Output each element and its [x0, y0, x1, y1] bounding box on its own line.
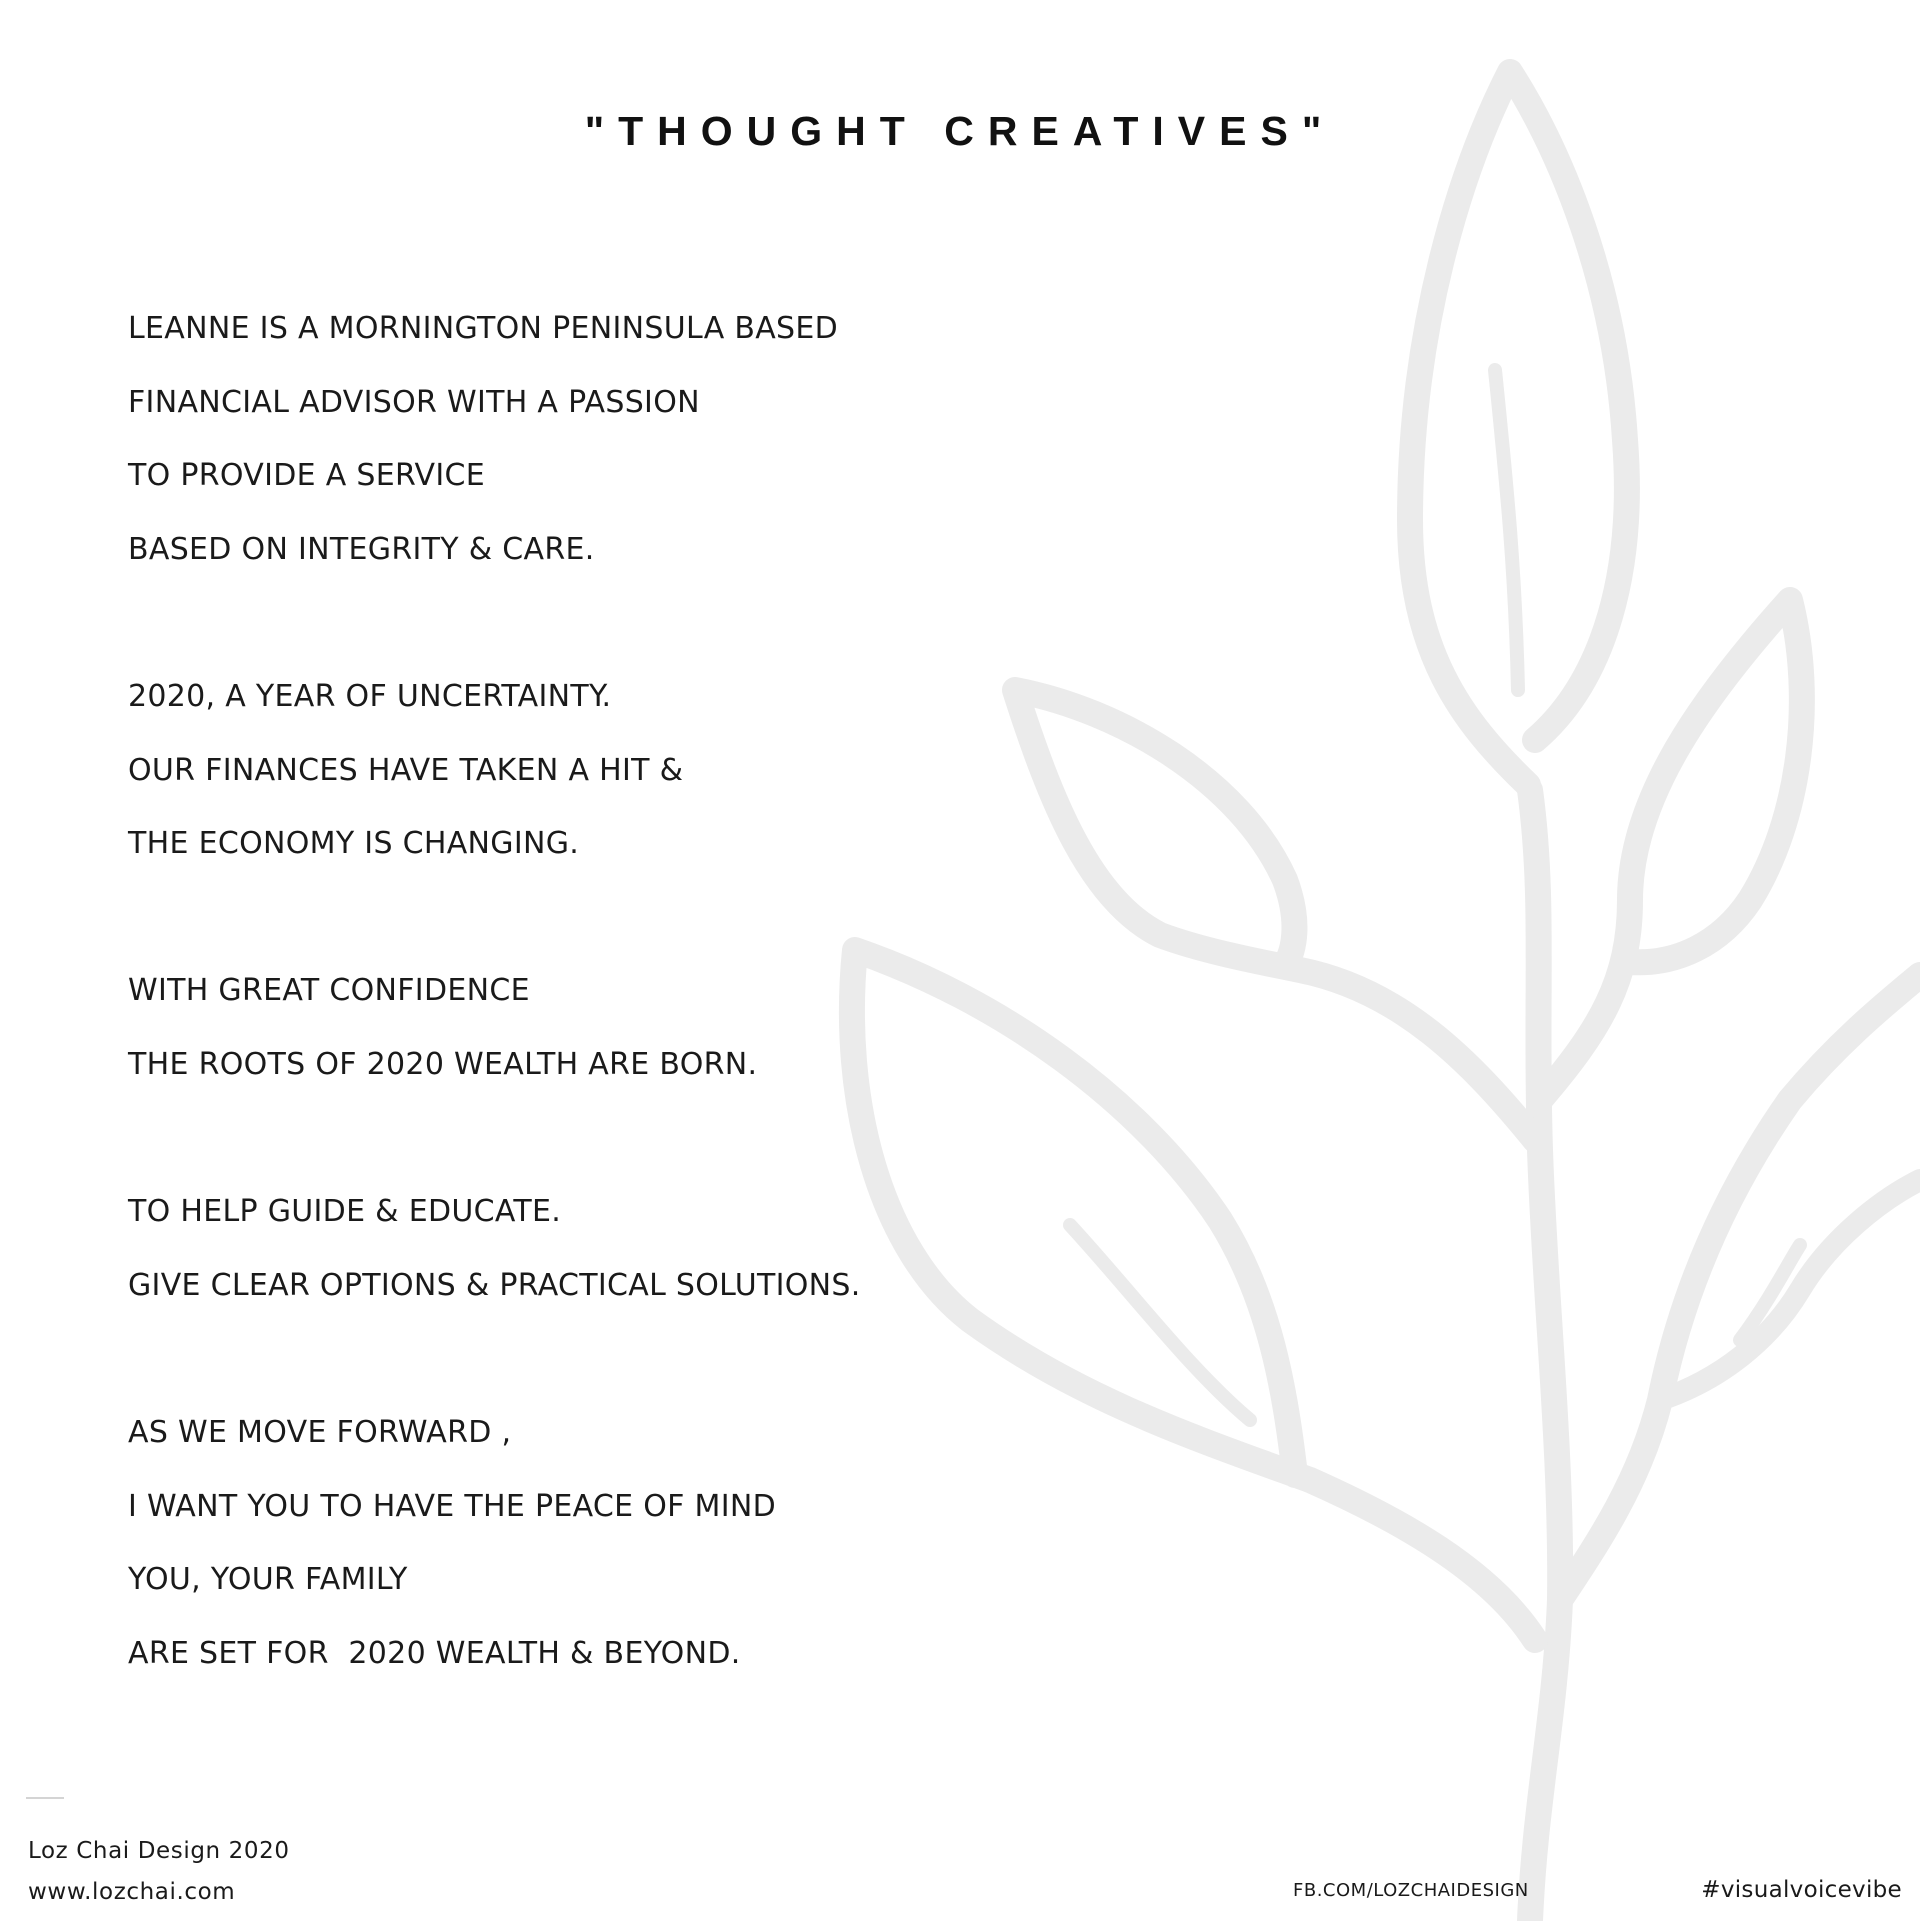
page-title: "THOUGHT CREATIVES"	[584, 108, 1336, 154]
text-line: TO HELP GUIDE & EDUCATE.	[128, 1194, 562, 1230]
text-line: YOU, YOUR FAMILY	[128, 1562, 408, 1598]
text-line: OUR FINANCES HAVE TAKEN A HIT &	[128, 752, 684, 788]
facebook-link[interactable]: FB.COM/LOZCHAIDESIGN	[1293, 1880, 1529, 1901]
stanza	[128, 954, 861, 1101]
hashtag: #visualvoicevibe	[1701, 1877, 1902, 1903]
stanza	[128, 1175, 861, 1322]
text-line: LEANNE IS A MORNINGTON PENINSULA BASED	[128, 311, 839, 346]
body-copy	[128, 292, 861, 1764]
text-line: ARE SET FOR 2020 WEALTH & BEYOND.	[128, 1635, 741, 1671]
text-line: THE ECONOMY IS CHANGING.	[128, 826, 580, 862]
text-line: TO PROVIDE A SERVICE	[128, 458, 485, 494]
text-line: AS WE MOVE FORWARD ,	[128, 1414, 512, 1450]
text-line: THE ROOTS OF 2020 WEALTH ARE BORN.	[128, 1046, 758, 1082]
stanza	[128, 292, 861, 586]
text-line: I WANT YOU TO HAVE THE PEACE OF MIND	[128, 1488, 777, 1524]
design-credit: Loz Chai Design 2020	[28, 1838, 290, 1864]
stanza	[128, 1396, 861, 1690]
text-line: GIVE CLEAR OPTIONS & PRACTICAL SOLUTIONS.	[128, 1267, 861, 1303]
divider	[26, 1797, 64, 1799]
text-line: WITH GREAT CONFIDENCE	[128, 973, 530, 1009]
website-link[interactable]: www.lozchai.com	[28, 1879, 236, 1905]
text-line: FINANCIAL ADVISOR WITH A PASSION	[128, 384, 700, 420]
text-line: BASED ON INTEGRITY & CARE.	[128, 531, 595, 567]
stanza	[128, 660, 861, 881]
text-line: 2020, A YEAR OF UNCERTAINTY.	[128, 678, 612, 714]
